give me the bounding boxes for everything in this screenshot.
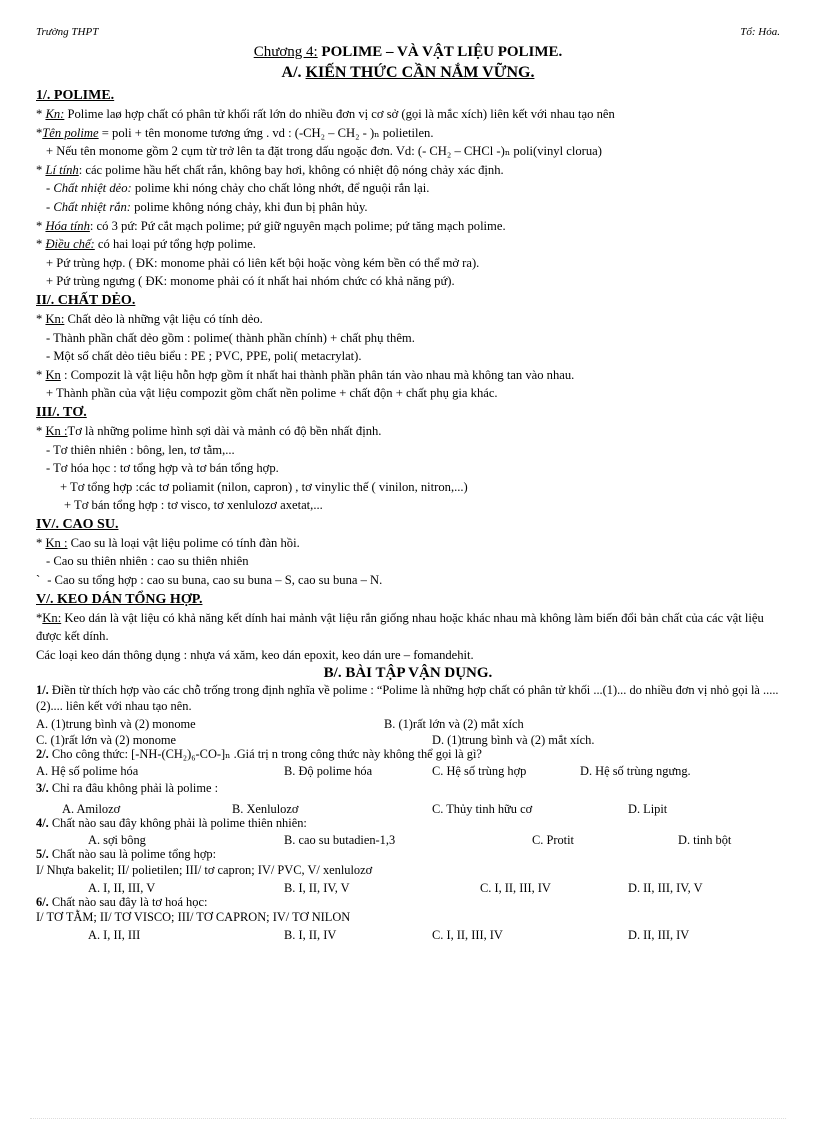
question-4 <box>36 816 780 832</box>
option-a[interactable]: A. I, II, III <box>88 927 141 942</box>
term-text: : các polime hầu hết chất rắn, không bay hơi, không có nhiệt độ nóng chảy xác định. <box>78 162 504 177</box>
option-b[interactable]: B. (1)rất lớn và (2) mắt xích <box>384 716 524 731</box>
term-label: Chất nhiệt dẻo: <box>53 181 132 196</box>
option-a[interactable]: A. I, II, III, V <box>88 880 156 895</box>
term-text: polime khi nóng chảy cho chất lỏng nhớt, để nguội rắn lại. <box>131 181 430 196</box>
term-label: Kn: <box>42 610 62 625</box>
rubber-definition: * Kn : Cao su là loại vật liệu polime có tính đàn hồi. <box>36 535 300 550</box>
option-c[interactable]: C. Hệ số trùng hợp <box>432 764 527 779</box>
term-text: Tơ là những polime hình sợi dài và mảnh có độ bền nhất định. <box>67 423 382 438</box>
option-a[interactable]: A. Amilozơ <box>62 801 121 816</box>
option-b[interactable]: B. Độ polime hóa <box>284 764 373 779</box>
stray-mark: ` <box>36 573 41 588</box>
question-6-items: I/ TƠ TẰM; II/ TƠ VISCO; III/ TƠ CAPRON; IV/ TƠ NILON <box>36 910 351 925</box>
option-d[interactable]: D. II, III, IV <box>628 927 690 942</box>
option-a[interactable]: A. sợi bông <box>88 833 146 848</box>
term-text: polime không nóng chảy, khi đun bị phân hủy. <box>131 199 368 214</box>
synthetic-fiber: + Tơ tổng hợp :các tơ poliamit (nilon, capron) , tơ vinylic thế ( vinilon, nitron,...) <box>60 479 468 494</box>
semi-synthetic-fiber: + Tơ bán tổng hợp : tơ visco, tơ xenlulozơ axetat,... <box>64 498 323 513</box>
section-fiber-heading: III/. TƠ. <box>36 404 87 420</box>
question-5-options <box>36 879 780 895</box>
option-c[interactable]: C. (1)rất lớn và (2) monome <box>36 732 177 747</box>
question-number: 6/. <box>36 894 49 909</box>
term-label: Chất nhiệt rắn: <box>53 199 132 214</box>
polime-naming-note: + Nếu tên monome gồm 2 cụm từ trở lên ta đặt trong dấu ngoặc đơn. Vd: (- CH₂ – CHCl -)ₙ poli(vinyl clorua) <box>46 144 602 159</box>
thermoplastic: - Chất nhiệt dẻo: polime khi nóng chảy cho chất lỏng nhớt, để nguội rắn lại. <box>46 181 430 196</box>
question-number: 1/. <box>36 683 49 698</box>
option-c[interactable]: C. Protit <box>532 833 574 848</box>
question-number: 5/. <box>36 847 49 862</box>
question-text: Chỉ ra đâu không phải là polime : <box>48 781 219 796</box>
term-text: : có 3 pứ: Pứ cắt mạch polime; pứ giữ nguyên mạch polime; pứ tăng mạch polime. <box>89 218 506 233</box>
question-2-options <box>36 762 780 778</box>
section-rubber-heading: IV/. CAO SU. <box>36 516 119 532</box>
term-label: Kn: <box>45 107 65 121</box>
adhesive-definition: *Kn: Keo dán là vật liệu có khả năng kết dính hai mảnh vật liệu rắn giống nhau hoặc khác nhau mà không làm biến đổi bản chất của các vật liệu được kết dính. <box>36 610 764 644</box>
physical-properties: * Lí tính: các polime hầu hết chất rắn, không bay hơi, không có nhiệt độ nóng chảy xác định. <box>36 162 504 177</box>
plastic-definition: * Kn: Chất dẻo là những vật liệu có tính dẻo. <box>36 311 263 326</box>
natural-fiber: - Tơ thiên nhiên : bông, len, tơ tằm,... <box>46 442 235 457</box>
section-polime-heading: 1/. POLIME. <box>36 88 115 103</box>
section-adhesive-heading: V/. KEO DÁN TỔNG HỢP. <box>36 591 203 607</box>
chemical-fiber: - Tơ hóa học : tơ tổng hợp và tơ bán tổng hợp. <box>46 461 279 476</box>
question-text: Chất nào sau là polime tổng hợp: <box>48 847 217 862</box>
question-5-items: I/ Nhựa bakelit; II/ polietilen; III/ tơ capron; IV/ PVC, V/ xenlulozơ <box>36 863 373 877</box>
term-text: có hai loại pứ tổng hợp polime. <box>94 237 256 252</box>
option-b[interactable]: B. Xenlulozơ <box>232 801 299 816</box>
option-b[interactable]: B. I, II, IV, V <box>284 880 350 895</box>
option-d[interactable]: D. Hệ số trùng ngưng. <box>580 764 691 779</box>
part-b-title: B/. BÀI TẬP VẬN DỤNG. <box>323 665 493 682</box>
preparation: * Điều chế: có hai loại pứ tổng hợp polime. <box>36 237 256 252</box>
plastic-examples: - Một số chất dẻo tiêu biểu : PE ; PVC, PPE, poli( metacrylat). <box>46 349 362 364</box>
option-d[interactable]: D. II, III, IV, V <box>628 880 703 895</box>
section-plastic-heading: II/. CHẤT DẺO. <box>36 292 136 308</box>
question-6-options <box>36 926 780 942</box>
term-label: Điều chế: <box>45 237 95 252</box>
option-d[interactable]: D. tinh bột <box>678 833 732 848</box>
adhesive-types: Các loại keo dán thông dụng : nhựa vá xăm, keo dán epoxit, keo dán ure – fomandehit. <box>36 647 474 662</box>
option-a[interactable]: A. Hệ số polime hóa <box>36 764 139 779</box>
option-a[interactable]: A. (1)trung bình và (2) monome <box>36 716 196 731</box>
part-a-label: KIẾN THỨC CẦN NẮM VỮNG. <box>305 64 535 81</box>
synthetic-rubber <box>36 571 780 590</box>
chapter-name: POLIME – VÀ VẬT LIỆU POLIME. <box>317 44 563 60</box>
option-b[interactable]: B. cao su butadien-1,3 <box>284 833 396 848</box>
composite-components: + Thành phần của vật liệu compozit gồm chất nền polime + chất độn + chất phụ gia khác. <box>46 386 498 401</box>
question-text: Chất nào sau đây là tơ hoá học: <box>48 894 208 909</box>
term-text: = poli + tên monome tương ứng . vd : (-CH₂ – CH₂ - )ₙ polietilen. <box>98 125 434 140</box>
option-c[interactable]: C. Thủy tinh hữu cơ <box>432 801 533 816</box>
thermoset: - Chất nhiệt rắn: polime không nóng chảy, khi đun bị phân hủy. <box>46 199 368 214</box>
chapter-label: Chương 4: <box>253 44 318 60</box>
question-text: Điền từ thích hợp vào các chỗ trống trong định nghĩa về polime : “Polime là những hợp chất có phân tử khối ...(1)... do nhiều đơn vị nhỏ gọi là .....(2).... liên kết với nhau tạo nên. <box>36 683 779 714</box>
option-d[interactable]: D. Lipit <box>628 801 668 816</box>
fiber-definition: * Kn :Tơ là những polime hình sợi dài và mảnh có độ bền nhất định. <box>36 423 382 438</box>
option-b[interactable]: B. I, II, IV <box>284 927 337 942</box>
term-label: Kn : <box>45 535 68 550</box>
question-text: Chất nào sau đây không phải là polime thiên nhiên: <box>48 815 307 830</box>
question-1-options-row2 <box>36 731 780 747</box>
question-4-options <box>36 831 780 847</box>
option-d[interactable]: D. (1)trung bình và (2) mắt xích. <box>432 732 595 747</box>
natural-rubber: - Cao su thiên nhiên : cao su thiên nhiên <box>46 554 249 569</box>
composite-definition: * Kn : Compozit là vật liệu hỗn hợp gồm ít nhất hai thành phần phân tán vào nhau mà không tan vào nhau. <box>36 367 575 382</box>
question-1-options-row1 <box>36 715 780 731</box>
term-label: Kn <box>45 367 61 382</box>
question-1 <box>36 683 780 714</box>
polime-definition: * Kn: Polime laø hợp chất có phân tử khối rất lớn do nhiều đơn vị cơ sở (gọi là mắc xích) liên kết với nhau tạo nên <box>36 107 615 121</box>
term-text: Polime laø hợp chất có phân tử khối rất lớn do nhiều đơn vị cơ sở (gọi là mắc xích) liên kết với nhau tạo nên <box>64 107 615 121</box>
question-number: 3/. <box>36 781 49 796</box>
term-label: Hóa tính <box>45 218 90 233</box>
condensation-polymerization: + Pứ trùng ngưng ( ĐK: monome phải có ít nhất hai nhóm chức có khả năng pứ). <box>46 274 455 289</box>
page-bottom-divider <box>30 1118 786 1119</box>
question-number: 4/. <box>36 815 49 830</box>
question-5 <box>36 847 780 863</box>
addition-polymerization: + Pứ trùng hợp. ( ĐK: monome phải có liên kết bội hoặc vòng kém bền có thể mở ra). <box>46 255 480 270</box>
term-text: Cao su là loại vật liệu polime có tính đàn hồi. <box>67 535 300 550</box>
term-label: Lí tính <box>45 162 79 177</box>
term-text: Chất dẻo là những vật liệu có tính dẻo. <box>64 311 263 326</box>
part-a-title <box>0 64 816 82</box>
question-number: 2/. <box>36 746 49 761</box>
chapter-title <box>0 44 816 61</box>
plastic-components: - Thành phần chất dẻo gồm : polime( thành phần chính) + chất phụ thêm. <box>46 330 415 345</box>
school-header: Trường THPT <box>36 26 99 38</box>
term-label: Kn: <box>45 311 65 326</box>
department-header: Tổ: Hóa. <box>740 26 780 38</box>
term-text: Keo dán là vật liệu có khả năng kết dính hai mảnh vật liệu rắn giống nhau hoặc khác nhau mà không làm biến đổi bản chất của các vật liệu được kết dính. <box>36 610 764 644</box>
polime-naming: *Tên polime = poli + tên monome tương ứng . vd : (-CH₂ – CH₂ - )ₙ polietilen. <box>36 125 434 140</box>
question-3 <box>36 781 780 797</box>
option-c[interactable]: C. I, II, III, IV <box>480 880 551 895</box>
chemical-properties: * Hóa tính: có 3 pứ: Pứ cắt mạch polime; pứ giữ nguyên mạch polime; pứ tăng mạch polime. <box>36 218 506 233</box>
term-label: Kn : <box>45 423 68 438</box>
question-3-options <box>36 800 780 816</box>
question-text: Cho công thức: [-NH-(CH₂)₆-CO-]ₙ .Giá trị n trong công thức này không thể gọi là gì? <box>48 746 482 761</box>
option-c[interactable]: C. I, II, III, IV <box>432 927 503 942</box>
term-text: : Compozit là vật liệu hỗn hợp gồm ít nhất hai thành phần phân tán vào nhau mà không tan vào nhau. <box>60 367 575 382</box>
document-body <box>36 86 780 942</box>
synthetic-rubber-text: - Cao su tổng hợp : cao su buna, cao su buna – S, cao su buna – N. <box>47 573 383 588</box>
part-a-prefix: A/. <box>281 64 306 81</box>
term-label: Tên polime <box>42 125 99 140</box>
